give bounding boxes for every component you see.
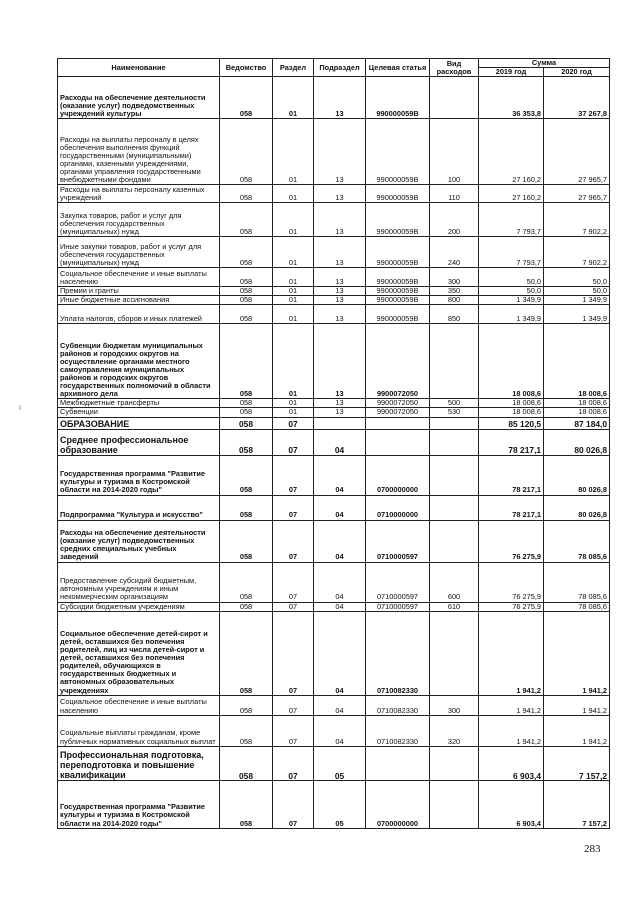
row-exptype: 530 (430, 408, 479, 417)
row-exptype (430, 77, 479, 119)
row-name: ОБРАЗОВАНИЕ (58, 417, 220, 429)
row-amount-2020: 50,0 (544, 268, 610, 287)
row-section: 01 (273, 119, 314, 185)
header-name: Наименование (58, 59, 220, 77)
row-subsection: 04 (314, 562, 366, 602)
row-section: 07 (273, 715, 314, 746)
header-year-2019: 2019 год (479, 68, 544, 77)
table-row (58, 715, 610, 746)
row-amount-2019: 18 008,6 (479, 408, 544, 417)
row-exptype: 300 (430, 268, 479, 287)
row-section: 07 (273, 746, 314, 780)
table-row (58, 237, 610, 268)
row-exptype (430, 780, 479, 828)
row-amount-2020: 7 902,2 (544, 203, 610, 237)
row-section: 07 (273, 495, 314, 520)
row-subsection: 04 (314, 495, 366, 520)
row-dept: 058 (220, 495, 273, 520)
row-dept: 058 (220, 417, 273, 429)
row-dept: 058 (220, 429, 273, 455)
table-row (58, 455, 610, 495)
table-row (58, 520, 610, 562)
row-amount-2020: 27 965,7 (544, 185, 610, 203)
row-article (366, 429, 430, 455)
row-exptype: 240 (430, 237, 479, 268)
header-dept: Ведомство (220, 59, 273, 77)
row-subsection: 04 (314, 455, 366, 495)
table-row (58, 611, 610, 695)
row-name: Уплата налогов, сборов и иных платежей (58, 305, 220, 324)
row-subsection: 13 (314, 77, 366, 119)
row-subsection: 13 (314, 399, 366, 408)
row-subsection: 05 (314, 746, 366, 780)
table-row (58, 562, 610, 602)
row-section: 01 (273, 399, 314, 408)
row-dept: 058 (220, 287, 273, 296)
row-article: 990000059В (366, 77, 430, 119)
row-exptype (430, 611, 479, 695)
row-exptype: 500 (430, 399, 479, 408)
row-article: 990000059В (366, 185, 430, 203)
row-article: 990000059В (366, 203, 430, 237)
row-name: Профессиональная подготовка, переподготовка и повышение квалификации (58, 746, 220, 780)
row-amount-2019: 78 217,1 (479, 495, 544, 520)
row-dept: 058 (220, 602, 273, 611)
row-dept: 058 (220, 185, 273, 203)
row-subsection: 13 (314, 268, 366, 287)
row-section: 01 (273, 296, 314, 305)
row-amount-2020: 7 157,2 (544, 746, 610, 780)
row-amount-2020: 78 085,6 (544, 602, 610, 611)
row-article: 990000059В (366, 237, 430, 268)
row-dept: 058 (220, 268, 273, 287)
row-amount-2019: 6 903,4 (479, 746, 544, 780)
row-amount-2019: 6 903,4 (479, 780, 544, 828)
row-amount-2020: 78 085,6 (544, 562, 610, 602)
table-row (58, 119, 610, 185)
header-section: Раздел (273, 59, 314, 77)
row-section: 07 (273, 455, 314, 495)
row-article: 990000059В (366, 296, 430, 305)
row-amount-2020: 1 941,2 (544, 611, 610, 695)
row-amount-2019: 27 160,2 (479, 119, 544, 185)
row-name: Социальное обеспечение детей-сирот и детей, оставшихся без попечения родителей, лиц из числа детей-сирот и детей, оставшихся без попечения родителей, обучающихся в государственных бюджетных и автономных образовательных учреждениях (58, 611, 220, 695)
row-amount-2019: 36 353,8 (479, 77, 544, 119)
row-amount-2019: 7 793,7 (479, 237, 544, 268)
row-exptype: 320 (430, 715, 479, 746)
row-amount-2020: 78 085,6 (544, 520, 610, 562)
row-article: 0700000000 (366, 455, 430, 495)
row-amount-2019: 7 793,7 (479, 203, 544, 237)
row-amount-2020: 7 902,2 (544, 237, 610, 268)
row-dept: 058 (220, 203, 273, 237)
row-article: 9900072050 (366, 324, 430, 399)
row-subsection: 04 (314, 611, 366, 695)
row-article (366, 417, 430, 429)
row-article (366, 746, 430, 780)
row-name: Расходы на обеспечение деятельности (оказание услуг) подведомственных средних специальных учебных заведений (58, 520, 220, 562)
row-dept: 058 (220, 695, 273, 715)
row-dept: 058 (220, 399, 273, 408)
row-subsection: 13 (314, 296, 366, 305)
row-article: 0710082330 (366, 715, 430, 746)
row-subsection: 13 (314, 408, 366, 417)
row-subsection: 04 (314, 715, 366, 746)
row-dept: 058 (220, 324, 273, 399)
row-name: Социальное обеспечение и иные выплаты населению (58, 268, 220, 287)
row-subsection: 04 (314, 602, 366, 611)
row-article: 0710000000 (366, 495, 430, 520)
row-subsection: 04 (314, 429, 366, 455)
table-row (58, 417, 610, 429)
row-name: Иные бюджетные ассигнования (58, 296, 220, 305)
row-subsection: 13 (314, 305, 366, 324)
row-amount-2019: 50,0 (479, 268, 544, 287)
table-row (58, 324, 610, 399)
row-dept: 058 (220, 715, 273, 746)
row-exptype: 800 (430, 296, 479, 305)
row-amount-2019: 76 275,9 (479, 562, 544, 602)
row-dept: 058 (220, 611, 273, 695)
row-amount-2020: 1 941,2 (544, 715, 610, 746)
row-article: 0710082330 (366, 611, 430, 695)
row-amount-2020: 18 008,6 (544, 399, 610, 408)
table-row (58, 429, 610, 455)
row-subsection: 13 (314, 237, 366, 268)
row-subsection: 13 (314, 324, 366, 399)
row-amount-2019: 1 941,2 (479, 695, 544, 715)
row-section: 01 (273, 305, 314, 324)
row-name: Межбюджетные трансферты (58, 399, 220, 408)
table-row (58, 408, 610, 417)
row-dept: 058 (220, 520, 273, 562)
row-subsection: 13 (314, 185, 366, 203)
budget-table-body (58, 77, 610, 828)
row-exptype: 300 (430, 695, 479, 715)
row-amount-2020: 18 008,6 (544, 324, 610, 399)
row-exptype: 110 (430, 185, 479, 203)
row-dept: 058 (220, 780, 273, 828)
row-article: 990000059В (366, 287, 430, 296)
row-amount-2020: 80 026,8 (544, 455, 610, 495)
row-amount-2019: 76 275,9 (479, 520, 544, 562)
row-amount-2020: 80 026,8 (544, 495, 610, 520)
table-row (58, 746, 610, 780)
row-article: 0710000597 (366, 602, 430, 611)
row-amount-2020: 7 157,2 (544, 780, 610, 828)
row-name: Социальное обеспечение и иные выплаты населению (58, 695, 220, 715)
row-name: Предоставление субсидий бюджетным, автономным учреждениям и иным некоммерческим организациям (58, 562, 220, 602)
row-exptype (430, 417, 479, 429)
row-article: 0710082330 (366, 695, 430, 715)
row-name: Иные закупки товаров, работ и услуг для обеспечения государственных (муниципальных) нужд (58, 237, 220, 268)
row-amount-2019: 27 160,2 (479, 185, 544, 203)
row-amount-2019: 18 008,6 (479, 399, 544, 408)
row-name: Субсидии бюджетным учреждениям (58, 602, 220, 611)
row-name: Среднее профессиональное образование (58, 429, 220, 455)
table-row (58, 203, 610, 237)
table-row (58, 495, 610, 520)
row-article: 990000059В (366, 119, 430, 185)
row-amount-2019: 18 008,6 (479, 324, 544, 399)
row-exptype: 610 (430, 602, 479, 611)
row-name: Социальные выплаты гражданам, кроме публичных нормативных социальных выплат (58, 715, 220, 746)
row-section: 01 (273, 185, 314, 203)
row-dept: 058 (220, 305, 273, 324)
row-article: 0700000000 (366, 780, 430, 828)
header-year-2020: 2020 год (544, 68, 610, 77)
table-row (58, 77, 610, 119)
row-exptype: 850 (430, 305, 479, 324)
row-dept: 058 (220, 77, 273, 119)
row-dept: 058 (220, 562, 273, 602)
row-section: 01 (273, 203, 314, 237)
row-name: Расходы на выплаты персоналу казенных учреждений (58, 185, 220, 203)
row-subsection (314, 417, 366, 429)
row-section: 01 (273, 324, 314, 399)
header-article: Целевая статья (366, 59, 430, 77)
table-row (58, 780, 610, 828)
row-article: 990000059В (366, 268, 430, 287)
row-section: 07 (273, 611, 314, 695)
table-row (58, 296, 610, 305)
row-amount-2020: 37 267,8 (544, 77, 610, 119)
row-amount-2019: 78 217,1 (479, 429, 544, 455)
header-exptype: Вид расходов (430, 59, 479, 77)
row-section: 07 (273, 602, 314, 611)
row-section: 01 (273, 287, 314, 296)
row-exptype (430, 520, 479, 562)
row-name: Государственная программа "Развитие культуры и туризма в Костромской области на 2014-2020 годы" (58, 455, 220, 495)
row-subsection: 04 (314, 520, 366, 562)
row-section: 07 (273, 520, 314, 562)
row-exptype: 600 (430, 562, 479, 602)
table-row (58, 695, 610, 715)
row-exptype (430, 495, 479, 520)
row-article: 9900072050 (366, 399, 430, 408)
row-section: 07 (273, 417, 314, 429)
row-article: 0710000597 (366, 562, 430, 602)
row-dept: 058 (220, 237, 273, 268)
row-amount-2020: 50,0 (544, 287, 610, 296)
row-exptype: 100 (430, 119, 479, 185)
row-section: 01 (273, 408, 314, 417)
row-section: 07 (273, 695, 314, 715)
row-dept: 058 (220, 455, 273, 495)
row-name: Расходы на выплаты персоналу в целях обеспечения выполнения функций государственными (муниципальными) органами, казенными учреждениями, органами управления государственными внебюджетными фондами (58, 119, 220, 185)
row-subsection: 05 (314, 780, 366, 828)
row-name: Расходы на обеспечение деятельности (оказание услуг) подведомственных учреждений культуры (58, 77, 220, 119)
row-section: 07 (273, 429, 314, 455)
page-number: 283 (584, 843, 601, 855)
row-amount-2019: 78 217,1 (479, 455, 544, 495)
row-amount-2019: 1 941,2 (479, 611, 544, 695)
row-amount-2020: 27 965,7 (544, 119, 610, 185)
row-exptype (430, 455, 479, 495)
row-name: Государственная программа "Развитие культуры и туризма в Костромской области на 2014-2020 годы" (58, 780, 220, 828)
row-dept: 058 (220, 296, 273, 305)
row-amount-2019: 1 349,9 (479, 305, 544, 324)
row-name: Субвенции бюджетам муниципальных районов и городских округов на осуществление органами местного самоуправления муниципальных районов и городских округов государственных полномочий в области архивного дела (58, 324, 220, 399)
row-section: 01 (273, 237, 314, 268)
row-exptype: 350 (430, 287, 479, 296)
row-section: 07 (273, 562, 314, 602)
row-section: 07 (273, 780, 314, 828)
row-amount-2019: 50,0 (479, 287, 544, 296)
row-amount-2019: 76 275,9 (479, 602, 544, 611)
row-subsection: 04 (314, 695, 366, 715)
table-row (58, 268, 610, 287)
side-mark: I (19, 405, 21, 412)
table-row (58, 185, 610, 203)
header-subsection: Подраздел (314, 59, 366, 77)
row-dept: 058 (220, 408, 273, 417)
row-section: 01 (273, 268, 314, 287)
row-article: 0710000597 (366, 520, 430, 562)
table-row (58, 305, 610, 324)
row-amount-2019: 85 120,5 (479, 417, 544, 429)
row-name: Премии и гранты (58, 287, 220, 296)
row-exptype (430, 324, 479, 399)
row-name: Подпрограмма "Культура и искусство" (58, 495, 220, 520)
row-dept: 058 (220, 119, 273, 185)
row-amount-2020: 1 941,2 (544, 695, 610, 715)
row-amount-2019: 1 349,9 (479, 296, 544, 305)
row-subsection: 13 (314, 119, 366, 185)
header-amount: Сумма (479, 59, 610, 68)
row-amount-2020: 80 026,8 (544, 429, 610, 455)
row-amount-2020: 18 008,6 (544, 408, 610, 417)
row-name: Субвенции (58, 408, 220, 417)
row-amount-2020: 87 184,0 (544, 417, 610, 429)
row-article: 9900072050 (366, 408, 430, 417)
row-dept: 058 (220, 746, 273, 780)
row-section: 01 (273, 77, 314, 119)
row-amount-2020: 1 349,9 (544, 296, 610, 305)
row-amount-2020: 1 349,9 (544, 305, 610, 324)
table-row (58, 602, 610, 611)
budget-table (57, 58, 610, 829)
row-name: Закупка товаров, работ и услуг для обеспечения государственных (муниципальных) нужд (58, 203, 220, 237)
row-exptype (430, 429, 479, 455)
row-article: 990000059В (366, 305, 430, 324)
row-exptype: 200 (430, 203, 479, 237)
row-subsection: 13 (314, 203, 366, 237)
row-exptype (430, 746, 479, 780)
row-subsection: 13 (314, 287, 366, 296)
row-amount-2019: 1 941,2 (479, 715, 544, 746)
